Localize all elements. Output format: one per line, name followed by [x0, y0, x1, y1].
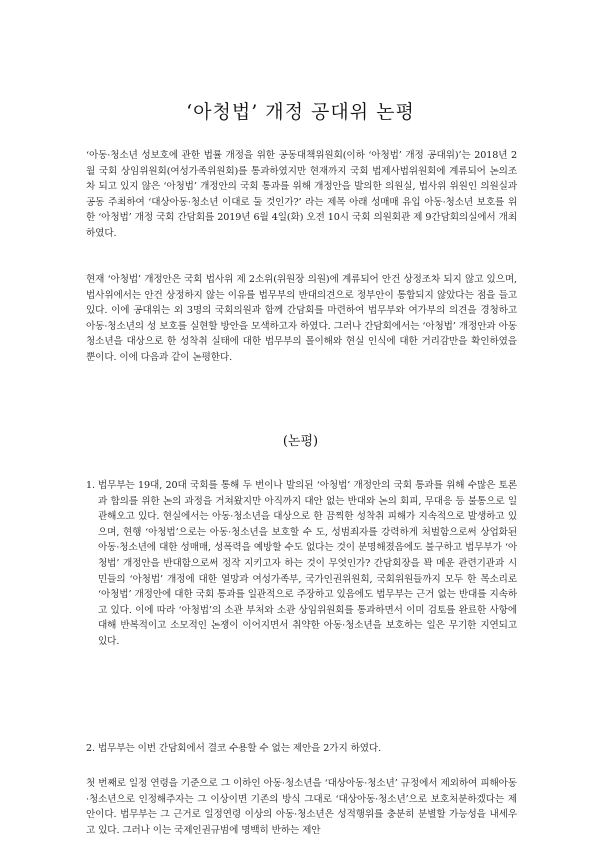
commentary-heading: (논평) — [282, 434, 319, 449]
commentary-item-2 — [86, 741, 517, 757]
item-number: 1. — [86, 480, 95, 491]
status-paragraph: 현재 ‘아청법’ 개정안은 국회 법사위 제 2소위(위원장 의원)에 계류되어 안건 상정조차 되지 않고 있으며, 법사위에서는 안건 상정하지 않는 이유를 법무부의 반대의견으로 정부안이 통합되지 않았다는 점을 들고 있다. 이에 공대위는 외 3명의 국회의원과 함께 간담회를 마련하여 법무부와 여가부의 의견을 경청하고 아동·청소년의 성 보호를 실현할 방안을 모색하고자 하였다. 그러나 간담회에서는 ‘아청법’ 개정안과 아동청소년을 대상으로 한 성착취 실태에 대한 법무부의 몰이해와 현실 인식에 대한 거리감만을 확인하였을 뿐이다. 이에 다음과 같이 논평한다. — [86, 274, 517, 363]
document-title: ‘아청법’ 개정 공대위 논평 — [186, 101, 415, 123]
item-number: 2. — [86, 743, 95, 754]
item-text: 법무부는 19대, 20대 국회를 통해 두 번이나 발의된 ‘아청법’ 개정안의 국회 통과를 위해 수많은 토론과 합의를 위한 논의 과정을 거쳐왔지만 아직까지 대안 없는 반대와 논의 회피, 무대응 등 불통으로 일관해오고 있다. 현실에서는 아동·청소년을 대상으로 한 끔찍한 성착취 피해가 지속적으로 발생하고 있으며, 현행 ‘아청법’으로는 아동·청소년을 보호할 수 도, 성범죄자를 강력하게 처벌함으로써 상업화된 아동·청소년에 대한 성매매, 성폭력을 예방할 수도 없다는 것이 분명해졌음에도 불구하고 법무부가 ‘아청법’ 개정안을 반대함으로써 정작 지키고자 하는 것이 무엇인가? 간담회장을 꽉 메운 관련기관과 시민들의 ‘아청법’ 개정에 대한 열망과 여성가족부, 국가인권위원회, 국회위원들까지 모두 한 목소리로 ‘아청법’ 개정안에 대한 국회 통과를 일관적으로 주장하고 있음에도 법무부는 근거 없는 반대를 지속하고 있다. 이에 따라 ‘아청법’의 소관 부처와 소관 상임위원회를 통과하면서 이미 검토를 완료한 사항에 대해 반복적이고 소모적인 논쟁이 이어지면서 취약한 아동·청소년을 보호하는 일은 무기한 지연되고 있다. — [98, 480, 517, 647]
item-text: 법무부는 이번 간담회에서 결코 수용할 수 없는 제안을 2가지 하였다. — [98, 743, 382, 754]
closing-paragraph: 첫 번째로 일정 연령을 기준으로 그 이하인 아동·청소년을 ‘대상아동·청소년’ 규정에서 제외하여 피해아동·청소년으로 인정해주자는 그 이상이면 기존의 방식 그대로 ‘대상아동·청소년’으로 보호처분하겠다는 제안이다. 법무부는 그 근거로 일정연령 이상의 아동·청소년은 성적행위를 충분히 분별할 가능성을 내세우고 있다. 그러나 이는 국제인권규범에 명백히 반하는 제안 — [86, 778, 517, 836]
commentary-item-1 — [86, 478, 517, 650]
intro-paragraph: ‘아동·청소년 성보호에 관한 법률 개정을 위한 공동대책위원회(이하 ‘아청법’ 개정 공대위)’는 2018년 2월 국회 상임위원회(여성가족위원회)를 통과하였지만 현재까지 국회 법제사법위원회에 계류되어 논의조차 되고 있지 않은 ‘아청법’ 개정안의 국회 통과를 위해 개정안을 발의한 의원실, 법사위 위원인 의원실과 공동 주최하여 ‘대상아동·청소년 이대로 둘 것인가?’ 라는 제목 아래 성매매 유입 아동·청소년 보호를 위한 ‘아청법’ 개정 국회 간담회를 2019년 6월 4일(화) 오전 10시 국회 의원회관 제 9간담회의실에서 개최하였다. — [86, 150, 517, 239]
